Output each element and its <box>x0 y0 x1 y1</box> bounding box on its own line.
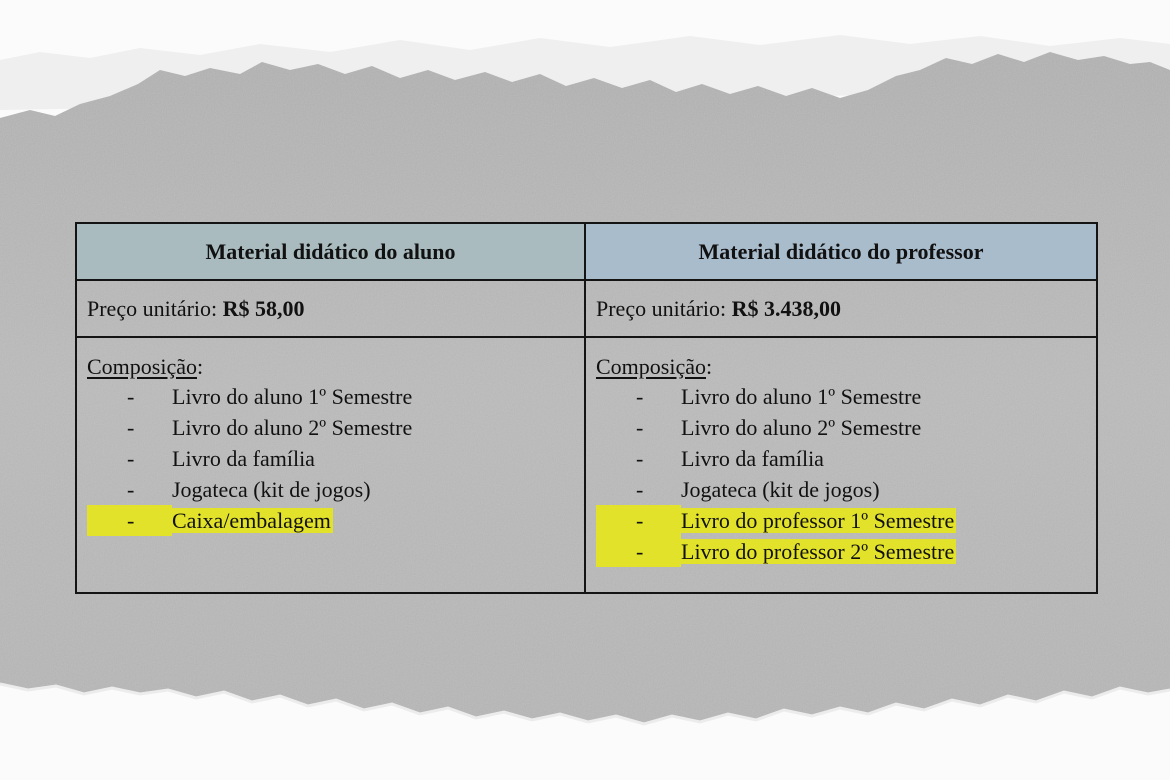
list-item-text: Jogateca (kit de jogos) <box>172 477 371 502</box>
list-item-text: Livro do aluno 1º Semestre <box>681 384 922 409</box>
list-item-text: Livro da família <box>681 446 824 471</box>
header-row <box>76 223 1097 280</box>
item-content <box>87 384 412 409</box>
composition-heading <box>596 352 1096 381</box>
composition-list-aluno <box>87 381 584 536</box>
list-item <box>596 536 1096 567</box>
header-aluno: Material didático do aluno <box>76 223 585 280</box>
item-content <box>596 446 824 471</box>
list-dash: - <box>636 446 644 471</box>
list-item-text: Livro do aluno 2º Semestre <box>172 415 413 440</box>
list-dash: - <box>636 384 644 409</box>
list-item-text: Jogateca (kit de jogos) <box>681 477 880 502</box>
list-item <box>87 505 584 536</box>
item-content <box>87 415 412 440</box>
list-item <box>596 412 1096 443</box>
composition-list-professor <box>596 381 1096 567</box>
highlighted-item <box>87 508 333 533</box>
price-row <box>76 280 1097 337</box>
list-dash: - <box>596 505 681 536</box>
item-content <box>596 477 880 502</box>
list-item-text: Livro da família <box>172 446 315 471</box>
list-item <box>87 474 584 505</box>
list-item-text: Livro do professor 2º Semestre <box>681 539 955 564</box>
highlighted-item <box>596 508 956 533</box>
header-professor: Material didático do professor <box>585 223 1097 280</box>
material-table <box>75 222 1098 594</box>
price-value: R$ 58,00 <box>222 295 305 321</box>
price-label: Preço unitário: <box>596 295 732 321</box>
price-cell-professor <box>585 280 1097 337</box>
composition-cell-professor <box>585 337 1097 593</box>
list-item-text: Livro do aluno 1º Semestre <box>172 384 413 409</box>
price-label: Preço unitário: <box>87 295 223 321</box>
composition-row <box>76 337 1097 593</box>
composition-colon: : <box>197 354 204 379</box>
list-dash: - <box>636 415 644 440</box>
price-value: R$ 3.438,00 <box>731 295 842 321</box>
list-item <box>596 505 1096 536</box>
composition-label: Composição <box>596 354 706 379</box>
list-item <box>87 412 584 443</box>
list-dash: - <box>127 415 135 440</box>
list-dash: - <box>127 446 135 471</box>
price-cell-aluno <box>76 280 585 337</box>
list-dash: - <box>596 536 681 567</box>
list-item <box>87 443 584 474</box>
highlighted-item <box>596 539 956 564</box>
composition-colon: : <box>706 354 713 379</box>
list-item-text: Livro do aluno 2º Semestre <box>681 415 922 440</box>
list-dash: - <box>636 477 644 502</box>
item-content <box>596 384 921 409</box>
list-item-text: Livro do professor 1º Semestre <box>681 508 955 533</box>
composition-cell-aluno <box>76 337 585 593</box>
list-item <box>596 474 1096 505</box>
list-item-text: Caixa/embalagem <box>172 508 331 533</box>
item-content <box>87 477 371 502</box>
list-dash: - <box>127 477 135 502</box>
list-item <box>87 381 584 412</box>
list-item <box>596 381 1096 412</box>
item-content <box>87 446 315 471</box>
composition-label: Composição <box>87 354 197 379</box>
item-content <box>596 415 921 440</box>
list-dash: - <box>127 384 135 409</box>
composition-heading <box>87 352 584 381</box>
list-dash: - <box>87 505 172 536</box>
list-item <box>596 443 1096 474</box>
